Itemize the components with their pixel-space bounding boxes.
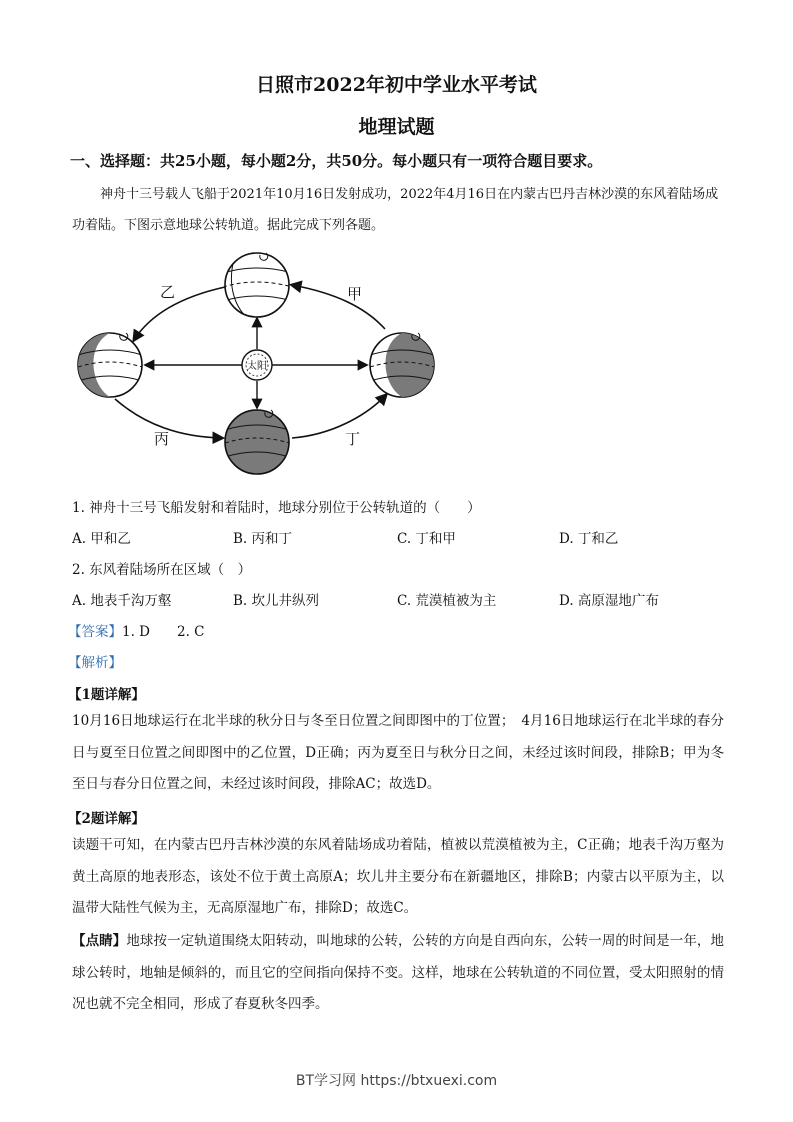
q2-option-a: A. 地表千沟万壑 [72,593,172,609]
q1-option-d: D. 丁和乙 [559,531,619,547]
label-bing: 丙 [154,430,170,448]
orbit-arc-yi [134,287,225,340]
footer-watermark: BT学习网 https://btxuexi.com [295,1073,498,1089]
answer-text: 1. D 2. C [122,624,205,640]
question-1-stem: 1. 神舟十三号飞船发射和着陆时，地球分别位于公转轨道的（ ） [72,500,481,516]
answer-tag: 【答案】 [68,624,122,640]
q2-option-d: D. 高原湿地广布 [559,593,659,609]
note-text: 地球按一定轨道围绕太阳转动，叫地球的公转，公转的方向是自西向东，公转一周的时间是一年，地球公转时，地轴是倾斜的，而且它的空间指向保持不变。这样，地球在公转轨道的不同位置，受太阳照射的情况也就不完全相同，形成了春夏秋冬四季。 [72,933,725,1012]
sun-icon [242,350,272,380]
label-yi: 乙 [160,283,176,301]
detail-2-text: 读题干可知，在内蒙古巴丹吉林沙漠的东风着陆场成功着陆，植被以荒漠植被为主，C正确；地表千沟万壑为黄土高原的地表形态，该处不位于黄土高原A；坎儿井主要分布在新疆地区，排除B；内蒙古以平原为主，以温带大陆性气候为主，无高原湿地广布，排除D；故选C。 [72,837,724,916]
detail-2-tag: 【2题详解】 [68,811,145,827]
earth-icon-right [370,333,434,397]
earth-icon-bottom [225,410,289,474]
intro-paragraph: 神舟十三号载人飞船于2021年10月16日发射成功，2022年4月16日在内蒙古巴丹吉林沙漠的东风着陆场成功着陆。下图示意地球公转轨道。据此完成下列各题。 [72,187,719,233]
orbit-arc-jia [292,285,385,329]
label-ding: 丁 [345,430,361,448]
analysis-tag: 【解析】 [68,655,122,671]
earth-icon-top [223,253,292,317]
detail-1-tag: 【1题详解】 [68,687,145,703]
q2-option-c: C. 荒漠植被为主 [397,593,497,609]
detail-1-text: 10月16日地球运行在北半球的秋分日与冬至日位置之间即图中的丁位置； 4月16日地球运行在北半球的春分日与夏至日位置之间即图中的乙位置，D正确；丙为夏至日与秋分日之间，未经过该时间段，排除B；甲为冬至日与春分日位置之间，未经过该时间段，排除AC；故选D。 [72,713,724,792]
page-subtitle: 地理试题 [358,116,435,138]
note-tag: 【点睛】 [72,933,127,949]
note-block [72,926,724,1021]
section-heading: 一、选择题：共25小题，每小题2分，共50分。每小题只有一项符合题目要求。 [70,152,603,170]
label-jia: 甲 [347,285,363,303]
q1-option-a: A. 甲和乙 [72,531,131,547]
orbit-arc-ding [292,395,386,438]
earth-orbit-diagram [60,245,460,485]
question-2-stem: 2. 东风着陆场所在区域（ ） [72,562,252,578]
page-title: 日照市2022年初中学业水平考试 [256,74,537,96]
answer-line [68,620,205,640]
q2-option-b: B. 坎儿井纵列 [233,593,320,609]
sun-label: 太阳 [247,361,267,372]
earth-icon-left [78,333,142,397]
q1-option-b: B. 丙和丁 [233,531,293,547]
q1-option-c: C. 丁和甲 [397,531,456,547]
